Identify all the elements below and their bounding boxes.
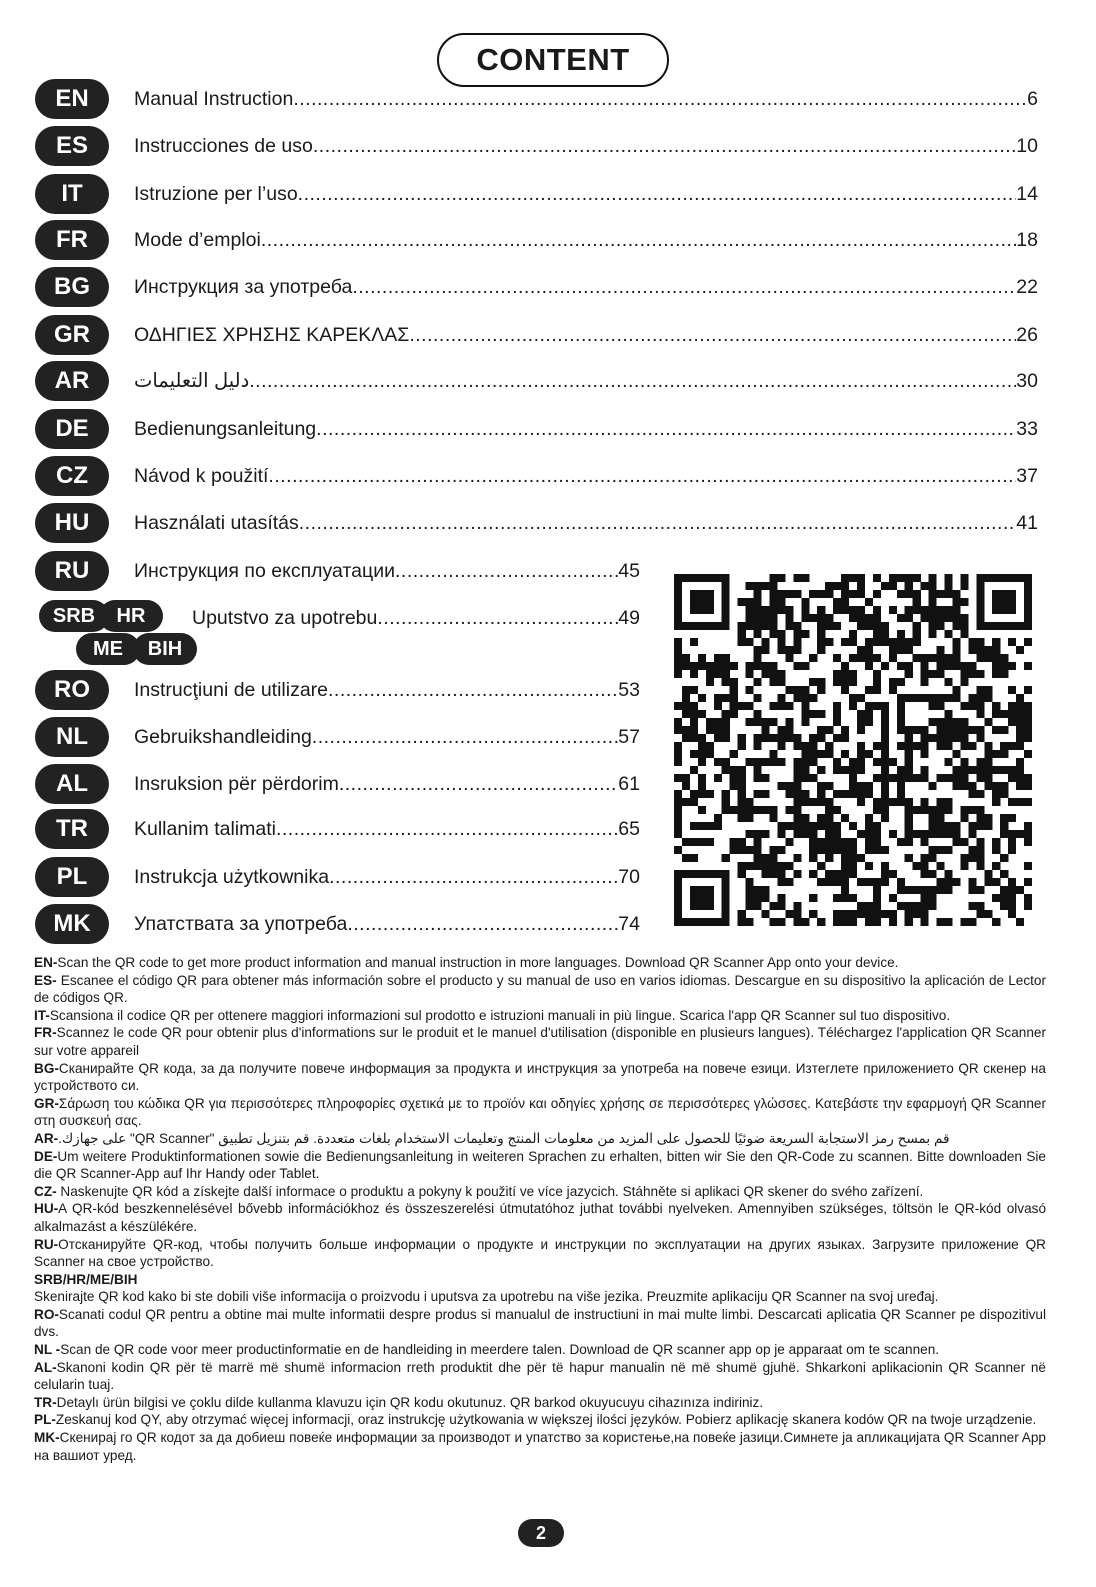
toc-entry-cz[interactable] [134,456,1038,496]
toc-row [0,409,1096,449]
toc-entry-label: دليل التعليمات [134,370,250,392]
toc-row [0,551,660,591]
description-block [34,954,1046,1464]
toc-row [0,267,1096,307]
toc-leader-dots [316,418,1016,441]
description-code: GR- [34,1095,59,1111]
toc-page-number: 30 [1016,369,1038,392]
toc-entry-label: Gebruikshandleiding [134,725,312,748]
language-badge-mk: MK [35,904,109,944]
description-text: A QR-kód beszkennelésével bővebb információkhoz és összeszerelési útmutatóhoz juthat további nyelveken. Amennyiben szükséges, töltsön le QR-kód olvasó alkalmazást a készülékére. [34,1201,1046,1234]
language-badge-me: ME [76,633,140,665]
description-text: Скенирај го QR кодот за да добиеш повеќе информации за производот и упатство за користење,на повеќе јазици.Симнете ја апликацијата QR Scanner App на вашиот уред. [34,1430,1046,1463]
toc-leader-dots [347,913,618,936]
toc-page-number: 10 [1016,134,1038,157]
toc-leader-dots [293,88,1027,111]
toc-entry-label: Instrucciones de uso [134,134,313,157]
language-badge-srb: SRB [39,600,109,632]
description-paragraph [34,1411,1046,1429]
language-badge-pl: PL [35,857,109,897]
toc-page-number: 61 [618,772,640,795]
toc-leader-dots [313,135,1016,158]
toc-leader-dots [249,370,1016,393]
toc-leader-dots [299,512,1017,535]
language-badge-ar: AR [35,361,109,401]
language-badge-cz: CZ [35,456,109,496]
toc-entry-label: Инструкция за употреба [134,275,353,298]
description-text: Сканирайте QR кода, за да получите повече информация за продукта и инструкция за употреба на повече езици. Изтеглете приложението QR скенер на устройството си. [34,1060,1046,1094]
toc-entry-pl[interactable] [134,857,640,897]
description-text: Σάρωση του κώδικα QR για περισσότερες πληροφορίες σχετικά με το προϊόν και οδηγίες χρήσης σε περισσότερες γλώσσες. Κατεβάστε την εφαρμογή QR Scanner στη συσκευή σας. [34,1095,1046,1129]
toc-leader-dots [377,607,618,630]
qr-code-icon[interactable] [674,574,1032,926]
description-text: Naskenujte QR kód a získejte další informace o produktu a pokyny k použití ve více jazycich. Stáhněte si aplikaci QR skener do svého zařízení. [56,1183,924,1199]
description-text: Scanati codul QR pentru a obtine mai multe informatii despre produs si manualul de instructiuni in mai multe limbi. Descarcati aplicatia QR Scanner pe dispozitivul dvs. [34,1306,1046,1340]
toc-leader-dots [328,679,618,702]
description-code: MK- [34,1430,60,1446]
description-paragraph [34,1200,1046,1235]
toc-leader-dots [329,866,618,889]
description-text: Um weitere Produktinformationen sowie die Bedienungsanleitung in weiteren Sprachen zu erhalten, bitten wir Sie den QR-Code zu scannen. Bitte downloaden Sie die QR Scanner-App auf Ihr Handy oder Tablet. [34,1148,1046,1182]
toc-entry-label: Упатствата за употреба [134,912,348,935]
toc-entry-label: Használati utasítás [134,511,299,534]
description-paragraph [34,1271,1046,1306]
description-paragraph [34,1429,1046,1464]
toc-page-number: 45 [618,559,640,582]
toc-row [0,717,660,757]
description-text: Отсканируйте QR-код, чтобы получить больше информации о продукте и инструкции по эксплуатации на других языках. Загрузите приложение QR Scanner на свое устройство. [34,1236,1046,1270]
page-number: 2 [518,1519,564,1547]
description-paragraph [34,1130,1046,1148]
toc-row [0,598,660,678]
toc-leader-dots [268,465,1016,488]
language-badge-bih: BIH [133,633,197,665]
description-code: DE- [34,1148,58,1164]
content-title: CONTENT [437,33,669,87]
language-badge-tr: TR [35,809,109,849]
description-text: Scan the QR code to get more product information and manual instruction in more languages. Download QR Scanner App onto your device. [57,955,899,970]
toc-page-number: 70 [618,865,640,888]
toc-row [0,315,1096,355]
language-badge-ro: RO [35,670,109,710]
toc-entry-de[interactable] [134,409,1038,449]
description-text: Detaylı ürün bilgisi ve çoklu dilde kullanma klavuzu için QR kodu okutunuz. QR barkod okuyucuyu cihazınıza indiriniz. [56,1394,764,1410]
toc-entry-label: ΟΔΗΓΙΕΣ ΧΡΗΣΗΣ ΚΑΡΕΚΛΑΣ [134,323,410,346]
toc-row [0,904,660,944]
toc-row [0,79,1096,119]
description-paragraph [34,1394,1046,1412]
toc-page-number: 37 [1016,464,1038,487]
toc-page-number: 6 [1027,87,1038,110]
description-code: PL- [34,1412,56,1428]
toc-entry-label: Návod k použití [134,464,269,487]
description-paragraph [34,1341,1046,1359]
description-paragraph [34,1236,1046,1271]
toc-entry-bg[interactable] [134,267,1038,307]
toc-entry-mk[interactable] [134,904,640,944]
description-code: FR- [34,1025,57,1041]
toc-entry-al[interactable] [134,764,640,804]
toc-entry-ru[interactable] [134,551,640,591]
description-text: Scansiona il codice QR per ottenere maggiori informazioni sul prodotto e istruzioni manuali in più lingue. Scarica l'app QR Scanner sul tuo dispositivo. [49,1007,951,1023]
toc-page-number: 18 [1016,228,1038,251]
toc-entry-nl[interactable] [134,717,640,757]
language-badge-nl: NL [35,717,109,757]
toc-entry-en[interactable] [134,79,1038,119]
description-code: NL - [34,1342,61,1358]
toc-leader-dots [298,183,1017,206]
description-paragraph [34,1183,1046,1201]
toc-row [0,857,660,897]
toc-page-number: 41 [1016,511,1038,534]
description-paragraph [34,1306,1046,1341]
language-badge-hu: HU [35,503,109,543]
toc-entry-label: Manual Instruction [134,87,294,110]
toc-page-number: 26 [1016,323,1038,346]
description-text: قم بمسح رمز الاستجابة السريعة ضوئيًا للحصول على المزيد من معلومات المنتج وتعليمات الاستخدام بلغات متعددة. قم بتنزيل تطبيق "QR Scanner" على جهازك. [58,1130,950,1146]
language-badge-bg: BG [35,267,109,307]
toc-entry-hu[interactable] [134,503,1038,543]
toc-row [0,174,1096,214]
toc-leader-dots [312,726,619,749]
toc-leader-dots [261,229,1016,252]
toc-entry-it[interactable] [134,174,1038,214]
description-text: Skenirajte QR kod kako bi ste dobili više informacija o proizvodu i uputsva za upotrebu na više jezika. Preuzmite aplikaciju QR Scanner na svoj uređaj. [34,1289,939,1305]
toc-entry-label: Instrukcja użytkownika [134,865,330,888]
toc-entry-fr[interactable] [134,220,1038,260]
language-badge-fr: FR [35,220,109,260]
toc-entry-ro[interactable] [134,670,640,710]
toc-page-number: 74 [618,912,640,935]
toc-entry-es[interactable] [134,126,1038,166]
toc-row [0,220,1096,260]
description-code: IT- [34,1007,50,1023]
language-badge-it: IT [35,174,109,214]
toc-row [0,764,660,804]
description-paragraph [34,1060,1046,1095]
description-code: RO- [34,1306,59,1322]
description-code: EN- [34,955,58,970]
language-badge-de: DE [35,409,109,449]
toc-page-number: 22 [1016,275,1038,298]
toc-page-number: 57 [618,725,640,748]
toc-entry-ar[interactable] [134,361,1038,401]
description-code: SRB/HR/ME/BIH [34,1271,138,1287]
description-code: BG- [34,1060,59,1076]
toc-entry-label: Instrucţiuni de utilizare [134,678,329,701]
toc-entry-label: Инструкция по експлуатации [134,559,395,582]
toc-entry-label: Uputstvo za upotrebu [192,606,378,629]
language-badge-es: ES [35,126,109,166]
description-code: CZ- [34,1183,57,1199]
description-code: TR- [34,1394,57,1410]
description-text: Scannez le code QR pour obtenir plus d'informations sur le produit et le manuel d'utilisation (disponible en plusieurs langues). Téléchargez l'application QR Scanner sur votre appareil [34,1025,1046,1058]
toc-page-number: 14 [1016,182,1038,205]
description-code: HU- [34,1201,59,1217]
description-code: AL- [34,1359,57,1375]
toc-entry-label: Kullanim talimati [134,817,276,840]
description-text: Skanoni kodin QR për të marrë më shumë informacion rreth produktit dhe për të hapur manualin në më shumë gjuhë. Shkarkoni aplikacionin QR Scanner në celularin tuaj. [34,1359,1046,1393]
toc-page-number: 65 [618,817,640,840]
toc-leader-dots [276,818,618,841]
toc-row [0,456,1096,496]
description-paragraph [34,954,1046,972]
description-paragraph [34,1095,1046,1130]
toc-entry-gr[interactable] [134,315,1038,355]
description-paragraph [34,1007,1046,1025]
language-badge-en: EN [35,79,109,119]
language-badge-gr: GR [35,315,109,355]
description-text: Scan de QR code voor meer productinformatie en de handleiding in meerdere talen. Download de QR scanner app op je apparaat om te scannen. [60,1342,940,1358]
toc-leader-dots [395,560,618,583]
description-paragraph [34,972,1046,1007]
toc-entry-label: Istruzione per l’uso [134,182,298,205]
toc-leader-dots [339,773,618,796]
description-code: AR- [34,1130,59,1146]
language-badge-ru: RU [35,551,109,591]
language-badge-hr: HR [99,600,163,632]
description-paragraph [34,1024,1046,1059]
toc-row [0,670,660,710]
toc-entry-tr[interactable] [134,809,640,849]
description-paragraph [34,1359,1046,1394]
toc-row [0,361,1096,401]
toc-row [0,809,660,849]
toc-leader-dots [409,324,1016,347]
toc-entry-label: Bedienungsanleitung [134,417,317,440]
toc-entry-label: Insruksion për përdorim [134,772,339,795]
toc-row [0,503,1096,543]
description-code: ES- [34,972,57,988]
toc-page-number: 49 [618,606,640,629]
description-text: Escanee el código QR para obtener más información sobre el producto y su manual de uso en varios idiomas. Descargue en su dispositivo la aplicación de Lector de códigos QR. [34,972,1046,1006]
description-text: Zeskanuj kod QY, aby otrzymać więcej informacji, oraz instrukcję użytkowania w większej ilości języków. Pobierz aplikację skanera kodów QR na twoje urządzenie. [55,1412,1037,1428]
language-badge-al: AL [35,764,109,804]
toc-row [0,126,1096,166]
toc-page-number: 53 [618,678,640,701]
toc-page-number: 33 [1016,417,1038,440]
description-paragraph [34,1148,1046,1183]
toc-entry-srb[interactable] [192,598,640,638]
toc-entry-label: Mode d’emploi [134,228,261,251]
toc-leader-dots [352,276,1016,299]
description-code: RU- [34,1236,59,1252]
